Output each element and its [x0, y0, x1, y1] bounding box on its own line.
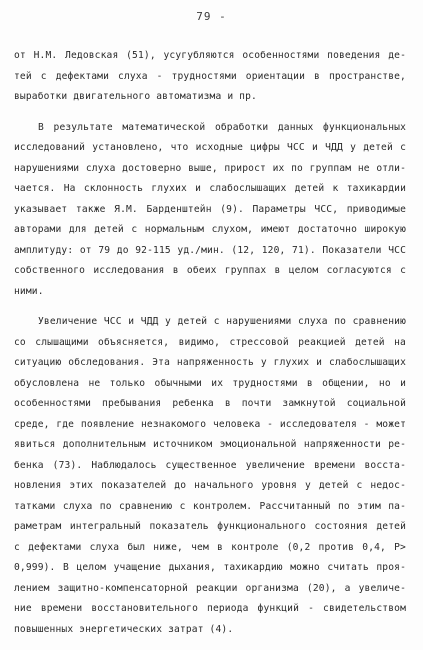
text-line: бенка (73). Наблюдалось существенное увеличение времени восста- [14, 459, 406, 471]
text-line: выработки двигательного автоматизма и пр. [14, 91, 257, 102]
text-line: с дефектами слуха был ниже, чем в контроле (0,2 против 0,4, Р> [14, 541, 406, 553]
text-line: особенностями пребывания ребенка в почти замкнутой социальной [14, 398, 406, 409]
text-line: новления этих показателей до начального уровня у детей с недос- [14, 480, 406, 491]
body-text [14, 46, 406, 640]
paragraph [14, 118, 406, 303]
text-line: ними. [14, 285, 44, 297]
text-line: нарушениями слуха достоверно выше, прирост их по группам не отли- [14, 162, 406, 174]
text-line: указывает также Я.М. Барденштейн (9). Параметры ЧСС, приводимые [14, 203, 406, 215]
text-line: чается. На склонность глухих и слабослышащих детей к тахикардии [14, 183, 406, 194]
page-number: 79 - [196, 10, 227, 23]
text-line: 0,999). В целом учащение дыхания, тахикардию можно считать проя- [14, 562, 406, 573]
text-line: ние времени восстановительного периода функций - свидетельством [14, 603, 406, 614]
text-line: Увеличение ЧСС и ЧДД у детей с нарушениями слуха по сравнению [38, 316, 406, 327]
text-line: лением защитно-компенсаторной реакции организма (20), а увеличе- [14, 582, 406, 594]
text-line: татками слуха по сравнению с контролем. Рассчитанный по этим па- [14, 500, 406, 512]
text-line: со слышащими объясняется, видимо, стрессовой реакцией детей на [14, 336, 406, 348]
text-line: исследований установлено, что исходные цифры ЧСС и ЧДД у детей с [14, 142, 406, 153]
text-line: раметрам интегральный показатель функционального состояния детей [14, 521, 406, 532]
text-line: собственного исследования в обеих группах в целом согласуются с [14, 265, 406, 276]
text-line: В результате математической обработки данных функциональных [38, 121, 406, 133]
text-line: амплитуду: от 79 до 92-115 уд./мин. (12, 120, 71). Показатели ЧСС [14, 244, 406, 256]
text-line: от Н.М. Ледовская (51), усугубляются особенностями поведения де- [14, 50, 406, 61]
text-line: тей с дефектами слуха - трудностями ориентации в пространстве, [14, 70, 406, 82]
text-line: повышенных энергетических затрат (4). [14, 623, 234, 635]
text-line: среде, где появление незнакомого человека - исследователя - может [14, 418, 406, 430]
text-line: ситуацию обследования. Эта напряженность у глухих и слабослышащих [14, 357, 406, 368]
paragraph [14, 312, 406, 640]
paragraph-gap [14, 302, 406, 312]
text-line: авторами для детей с нормальным слухом, имеют достаточно широкую [14, 224, 406, 235]
paragraph-gap [14, 108, 406, 118]
paragraph [14, 46, 406, 108]
text-line: явиться дополнительным источником эмоциональной напряженности ре- [14, 439, 406, 450]
text-line: обусловлена не только обычными их трудностями в общении, но и [14, 377, 406, 389]
